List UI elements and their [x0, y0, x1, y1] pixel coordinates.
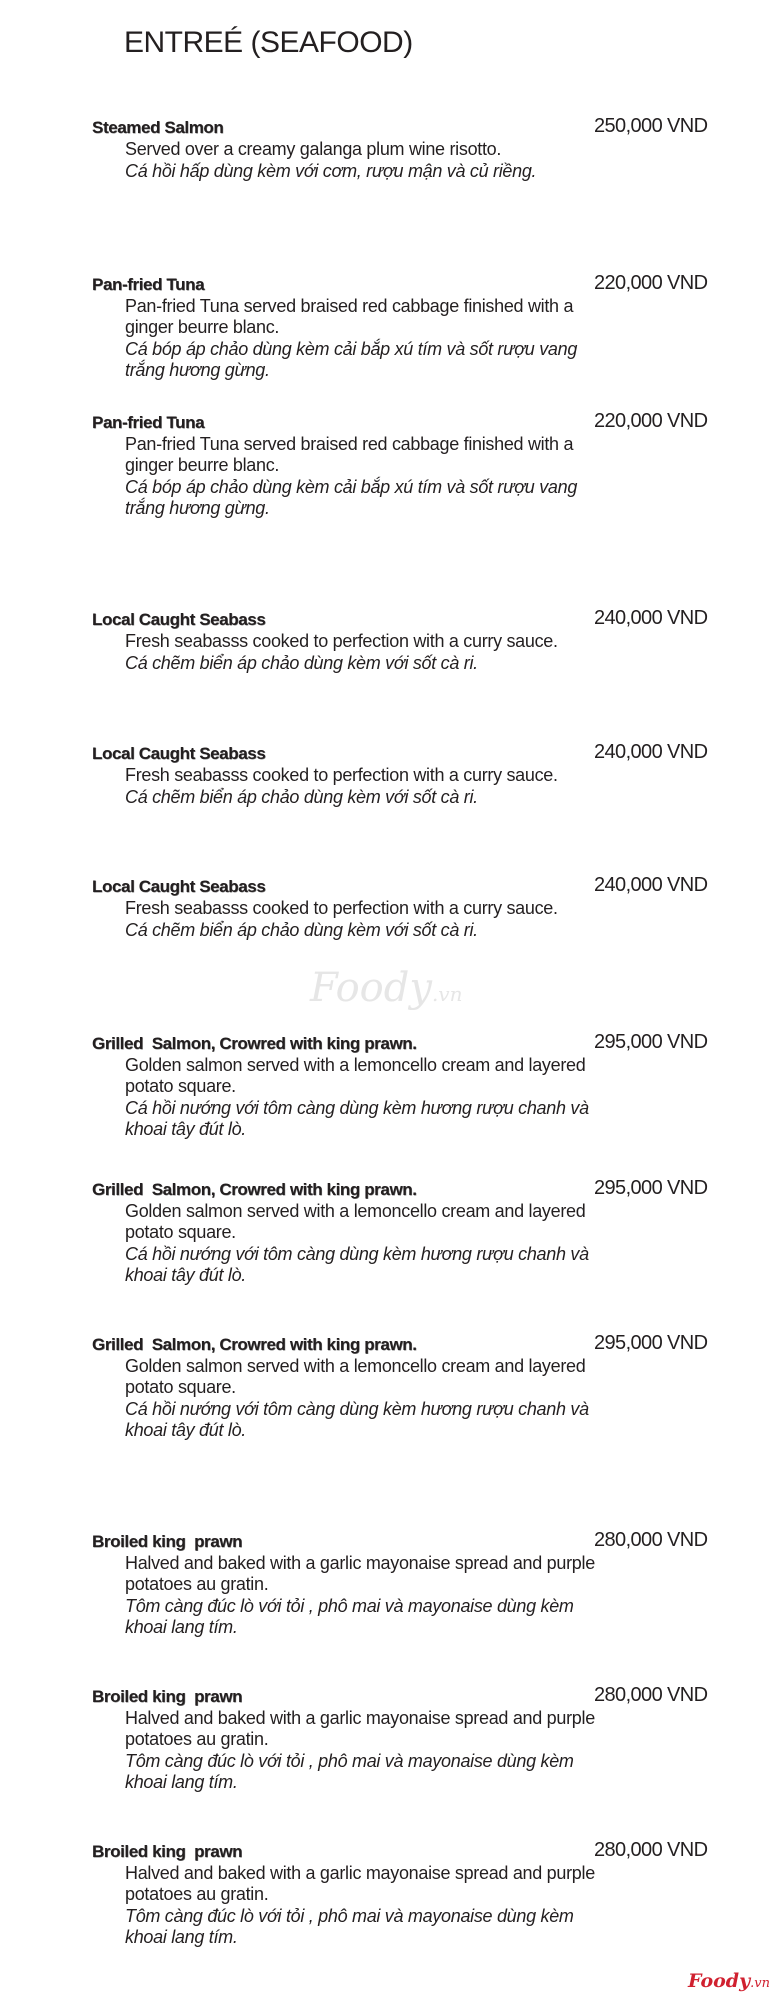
item-description-vi: Cá hồi nướng với tôm càng dùng kèm hương rượu chanh và khoai tây đút lò.: [125, 1399, 589, 1440]
item-price: 220,000 VND: [594, 272, 708, 294]
item-name: Local Caught Seabass: [92, 744, 266, 763]
item-price: 280,000 VND: [594, 1839, 708, 1861]
item-price: 240,000 VND: [594, 607, 708, 629]
item-description-en: Pan-fried Tuna served braised red cabbage finished with a ginger beurre blanc.: [125, 296, 574, 337]
item-description: [125, 296, 625, 381]
section-title: ENTREÉ (SEAFOOD): [124, 26, 413, 59]
item-description-en: Pan-fried Tuna served braised red cabbage finished with a ginger beurre blanc.: [125, 434, 574, 475]
item-description: [125, 765, 625, 808]
item-name: Grilled Salmon, Crowred with king prawn.: [92, 1034, 417, 1053]
item-price: 295,000 VND: [594, 1332, 708, 1354]
item-price: 295,000 VND: [594, 1177, 708, 1199]
watermark-suffix: .vn: [431, 982, 463, 1006]
item-description-en: Halved and baked with a garlic mayonaise spread and purple potatoes au gratin.: [125, 1863, 595, 1904]
item-description-en: Golden salmon served with a lemoncello cream and layered potato square.: [125, 1055, 586, 1096]
item-name: Local Caught Seabass: [92, 610, 266, 629]
item-name: Pan-fried Tuna: [92, 275, 205, 294]
logo-brand: Foody: [688, 1970, 751, 1992]
item-price: 250,000 VND: [594, 115, 708, 137]
item-description: [125, 1356, 625, 1441]
item-description-vi: Tôm càng đúc lò với tỏi , phô mai và mayonaise dùng kèm khoai lang tím.: [125, 1751, 574, 1792]
item-name: Grilled Salmon, Crowred with king prawn.: [92, 1335, 417, 1354]
item-name: Broiled king prawn: [92, 1532, 243, 1551]
item-price: 240,000 VND: [594, 741, 708, 763]
item-name: Grilled Salmon, Crowred with king prawn.: [92, 1180, 417, 1199]
item-description-vi: Cá bóp áp chảo dùng kèm cải bắp xú tím và sốt rượu vang trắng hương gừng.: [125, 339, 578, 380]
item-description: [125, 1863, 625, 1948]
item-description-vi: Cá chẽm biển áp chảo dùng kèm với sốt cà ri.: [125, 920, 478, 940]
item-description: [125, 139, 625, 182]
item-description-vi: Cá hồi hấp dùng kèm với cơm, rượu mận và củ riềng.: [125, 161, 537, 181]
item-description-en: Fresh seabasss cooked to perfection with a curry sauce.: [125, 765, 558, 785]
item-description: [125, 1553, 625, 1638]
item-description-vi: Tôm càng đúc lò với tỏi , phô mai và mayonaise dùng kèm khoai lang tím.: [125, 1596, 574, 1637]
item-price: 220,000 VND: [594, 410, 708, 432]
item-description-vi: Cá hồi nướng với tôm càng dùng kèm hương rượu chanh và khoai tây đút lò.: [125, 1098, 589, 1139]
item-name: Local Caught Seabass: [92, 877, 266, 896]
item-description-vi: Cá chẽm biển áp chảo dùng kèm với sốt cà ri.: [125, 653, 478, 673]
item-name: Steamed Salmon: [92, 118, 224, 137]
watermark: [310, 965, 462, 1011]
item-description-vi: Cá bóp áp chảo dùng kèm cải bắp xú tím và sốt rượu vang trắng hương gừng.: [125, 477, 578, 518]
item-price: 280,000 VND: [594, 1684, 708, 1706]
item-description-en: Halved and baked with a garlic mayonaise spread and purple potatoes au gratin.: [125, 1708, 595, 1749]
item-description: [125, 1201, 625, 1286]
foody-logo: [688, 1970, 770, 1992]
logo-suffix: .vn: [750, 1976, 770, 1991]
item-description-en: Served over a creamy galanga plum wine risotto.: [125, 139, 502, 159]
watermark-brand: Foody: [310, 965, 432, 1011]
item-description-vi: Cá hồi nướng với tôm càng dùng kèm hương rượu chanh và khoai tây đút lò.: [125, 1244, 589, 1285]
item-name: Broiled king prawn: [92, 1842, 243, 1861]
item-description-vi: Cá chẽm biển áp chảo dùng kèm với sốt cà ri.: [125, 787, 478, 807]
item-description: [125, 898, 625, 941]
item-description: [125, 434, 625, 519]
item-description-en: Golden salmon served with a lemoncello cream and layered potato square.: [125, 1201, 586, 1242]
item-price: 240,000 VND: [594, 874, 708, 896]
item-description-en: Fresh seabasss cooked to perfection with a curry sauce.: [125, 631, 558, 651]
item-name: Broiled king prawn: [92, 1687, 243, 1706]
item-description: [125, 631, 625, 674]
item-description: [125, 1708, 625, 1793]
item-price: 280,000 VND: [594, 1529, 708, 1551]
item-description: [125, 1055, 625, 1140]
item-name: Pan-fried Tuna: [92, 413, 205, 432]
item-description-en: Halved and baked with a garlic mayonaise spread and purple potatoes au gratin.: [125, 1553, 595, 1594]
item-price: 295,000 VND: [594, 1031, 708, 1053]
item-description-vi: Tôm càng đúc lò với tỏi , phô mai và mayonaise dùng kèm khoai lang tím.: [125, 1906, 574, 1947]
item-description-en: Golden salmon served with a lemoncello cream and layered potato square.: [125, 1356, 586, 1397]
item-description-en: Fresh seabasss cooked to perfection with a curry sauce.: [125, 898, 558, 918]
